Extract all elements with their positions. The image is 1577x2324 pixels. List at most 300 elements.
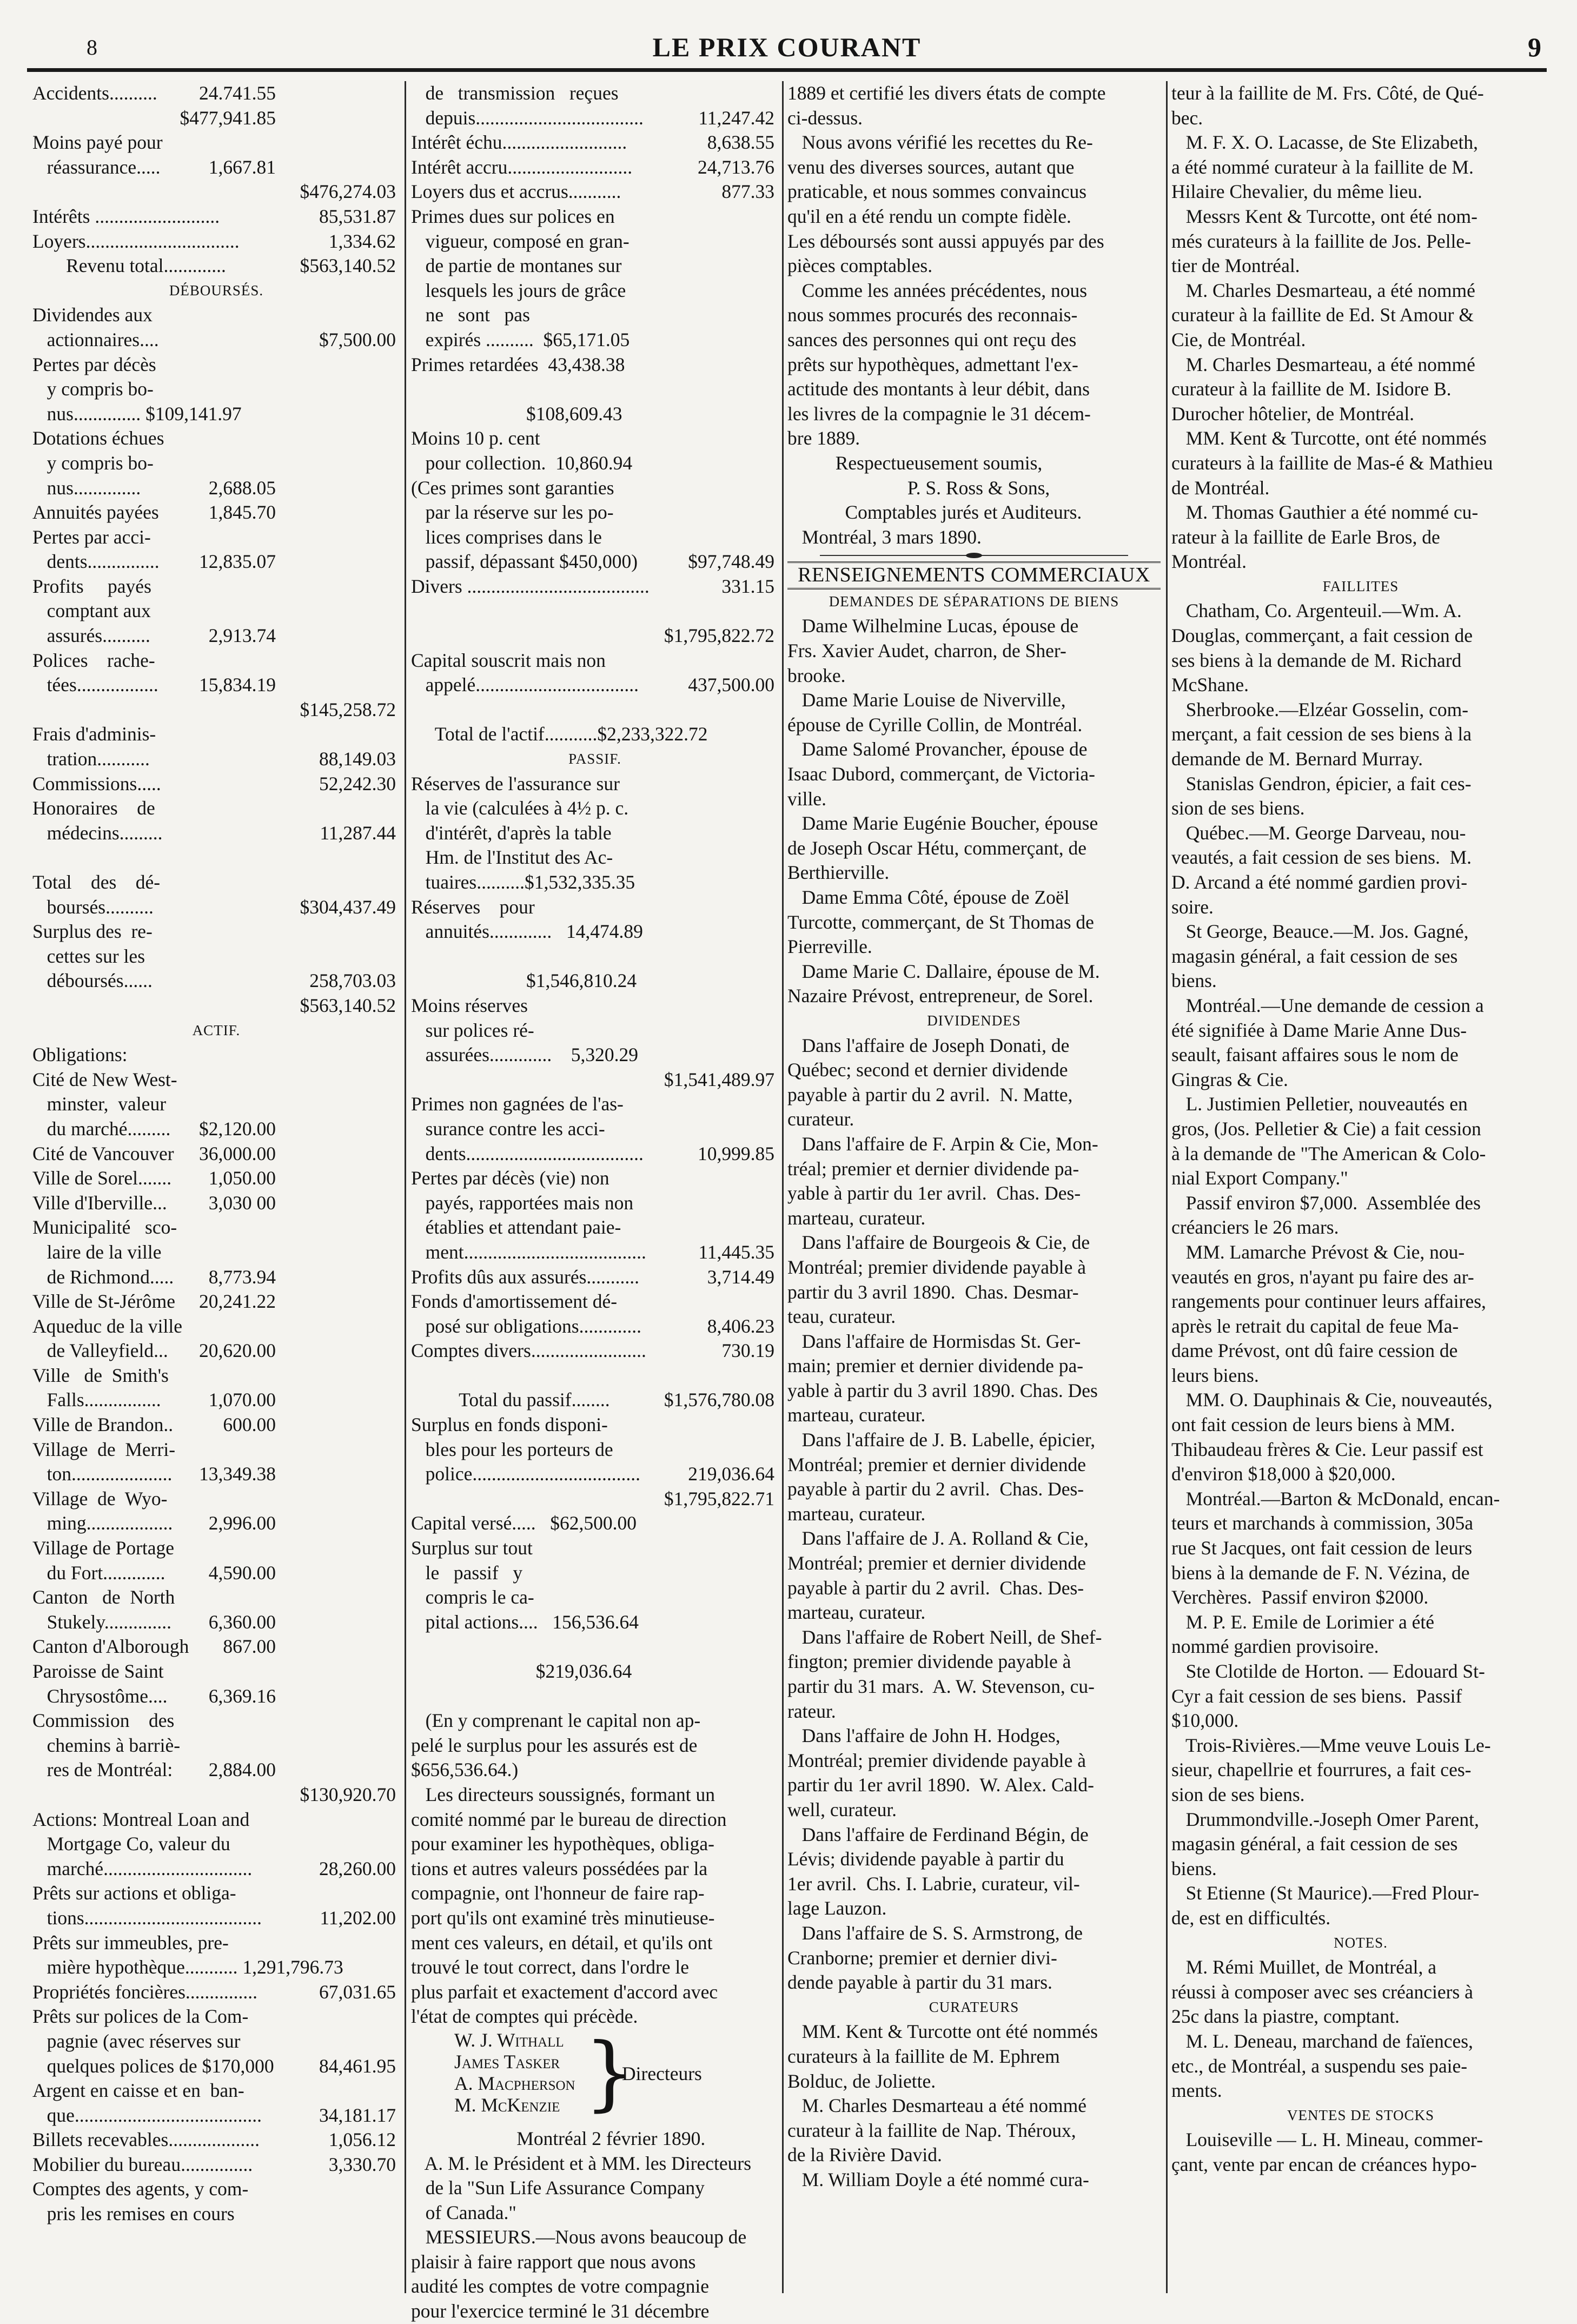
- subtotal-amount: 2,688.05: [208, 476, 276, 499]
- text-line: Thibaudeau frères & Cie. Leur passif est: [1171, 1438, 1483, 1460]
- text-line: magasin général, a fait cession de ses: [1171, 945, 1458, 967]
- line-label: payés, rapportées mais non: [411, 1191, 634, 1214]
- statement-line: [32, 821, 400, 846]
- statement-line: [411, 1684, 779, 1709]
- text-line: Sherbrooke.—Elzéar Gosselin, com-: [1171, 698, 1469, 720]
- statement-line: [411, 1487, 779, 1512]
- text-line: praticable, et nous sommes convaincus: [787, 181, 1087, 203]
- amount: $476,274.03: [300, 181, 396, 203]
- statement-line: [411, 1117, 779, 1142]
- line-label: ment......................................: [411, 1241, 646, 1263]
- line-label: actionnaires....: [32, 328, 159, 350]
- statement-line: [32, 698, 400, 723]
- brace-glyph: }: [584, 2025, 636, 2120]
- text-line: été signifiée à Dame Marie Anne Dus-: [1171, 1019, 1467, 1041]
- line-label: boursés..........: [32, 896, 154, 918]
- column-divider: [782, 81, 784, 2293]
- text-line: épouse de Cyrille Collin, de Montréal.: [787, 713, 1083, 736]
- page-number: 9: [1528, 32, 1541, 62]
- text-line: partir du 1er avril 1890. W. Alex. Cald-: [787, 1774, 1094, 1796]
- line-label: Revenu total.............: [32, 255, 226, 277]
- line-label: $108,609.43: [411, 402, 622, 425]
- statement-line: [32, 1561, 400, 1586]
- statement-line: [411, 944, 779, 969]
- line-label: y compris bo-: [32, 378, 154, 400]
- statement-line: [32, 549, 400, 574]
- statement-line: [32, 2054, 400, 2079]
- text-line: biens à la demande de F. N. Vézina, de: [1171, 1561, 1470, 1584]
- text-line: MM. Lamarche Prévost & Cie, nou-: [1171, 1241, 1465, 1263]
- text-line: dende payable à partir du 31 mars.: [787, 1971, 1052, 1994]
- line-label: tuaires..........$1,532,335.35: [411, 871, 635, 893]
- statement-line: [32, 106, 400, 131]
- text-line: yable à partir du 3 avril 1890. Chas. Des: [787, 1379, 1098, 1401]
- line-label: Comptes divers........................: [411, 1340, 646, 1362]
- text-line: Dame Wilhelmine Lucas, épouse de: [787, 615, 1079, 637]
- statement-line: [411, 895, 779, 920]
- text-line: D. Arcand a été nommé gardien provi-: [1171, 871, 1468, 893]
- line-label: de Richmond.....: [32, 1266, 174, 1288]
- text-line: tier de Montréal.: [1171, 255, 1300, 277]
- text-line: rangements pour continuer leurs affaires,: [1171, 1290, 1486, 1313]
- line-label: Pertes par décès (vie) non: [411, 1167, 609, 1189]
- text-line: audité les comptes de votre compagnie: [411, 2275, 710, 2297]
- statement-line: [411, 821, 779, 846]
- statement-line: [32, 1536, 400, 1561]
- line-label: Municipalité sco-: [32, 1216, 177, 1239]
- text-line: Durocher hôtelier, de Montréal.: [1171, 402, 1415, 425]
- statement-line: [32, 155, 400, 180]
- statement-line: [32, 451, 400, 476]
- subtotal-amount: $477,941.85: [180, 107, 276, 129]
- text-line: nial Export Company.": [1171, 1167, 1348, 1189]
- text-line: Dame Salomé Provancher, épouse de: [787, 738, 1088, 760]
- subtotal-amount: 2,884.00: [208, 1759, 276, 1781]
- line-label: posé sur obligations.............: [411, 1315, 641, 1337]
- line-label: Paroisse de Saint: [32, 1660, 164, 1682]
- text-line: d'environ $18,000 à $20,000.: [1171, 1463, 1396, 1485]
- text-line: MM. O. Dauphinais & Cie, nouveautés,: [1171, 1389, 1493, 1411]
- statement-line: [411, 180, 779, 204]
- text-line: biens.: [1171, 1857, 1217, 1879]
- line-label: pris les remises en cours: [32, 2203, 235, 2225]
- text-line: Comptables jurés et Auditeurs.: [787, 501, 1082, 524]
- line-label: Intérêt échu..........................: [411, 131, 627, 154]
- amount: 331.15: [721, 575, 774, 597]
- line-label: Moins 10 p. cent: [411, 427, 540, 449]
- line-label: assurées............. 5,320.29: [411, 1044, 639, 1066]
- statement-line: [411, 155, 779, 180]
- text-line: actitude des montants à leur débit, dans: [787, 378, 1090, 400]
- line-label: sur polices ré-: [411, 1019, 534, 1041]
- text-line: sances des personnes qui ont reçu des: [787, 328, 1077, 350]
- statement-line: [32, 303, 400, 328]
- line-label: établies et attendant paie-: [411, 1216, 621, 1239]
- text-line: nommé gardien provisoire.: [1171, 1636, 1379, 1658]
- subtotal-amount: 6,369.16: [208, 1685, 276, 1707]
- text-line: marteau, curateur.: [787, 1601, 926, 1624]
- statement-line: [32, 254, 400, 279]
- text-line: Passif environ $7,000. Assemblée des: [1171, 1191, 1481, 1214]
- statement-line: [411, 2127, 779, 2151]
- amount: $145,258.72: [300, 698, 396, 720]
- statement-line: [32, 994, 400, 1018]
- text-line: 25c dans la piastre, comptant.: [1171, 2005, 1400, 2028]
- director-name: A. Macpherson: [454, 2072, 575, 2094]
- subtotal-amount: 20,241.22: [199, 1290, 276, 1313]
- line-label: réassurance.....: [32, 156, 161, 178]
- statement-line: [411, 328, 779, 353]
- line-label: Profits dûs aux assurés...........: [411, 1266, 640, 1288]
- text-line: Dans l'affaire de J. B. Labelle, épicier,: [787, 1429, 1096, 1451]
- line-label: y compris bo-: [32, 452, 154, 474]
- statement-line: [411, 1092, 779, 1117]
- statement-line: [32, 1684, 400, 1709]
- text-line: Dame Marie Eugénie Boucher, épouse: [787, 812, 1098, 835]
- line-label: Village de Wyo-: [32, 1487, 168, 1509]
- text-line: Ste Clotilde de Horton. — Edouard St-: [1171, 1660, 1485, 1682]
- statement-line: [32, 1117, 400, 1142]
- text-line: leurs biens.: [1171, 1364, 1259, 1386]
- statement-line: [411, 402, 779, 427]
- line-label: (Ces primes sont garanties: [411, 476, 614, 499]
- text-line: teur à la faillite de M. Frs. Côté, de Qué-: [1171, 82, 1484, 104]
- line-label: Primes non gagnées de l'as-: [411, 1093, 624, 1115]
- text-line: M. P. E. Emile de Lorimier a été: [1171, 1611, 1435, 1633]
- line-label: Polices rache-: [32, 649, 155, 671]
- amount: 11,287.44: [320, 822, 396, 844]
- line-label: Frais d'adminis-: [32, 723, 156, 745]
- statement-line: [32, 1438, 400, 1462]
- statement-line: [411, 1215, 779, 1240]
- line-label: assurés..........: [32, 625, 150, 647]
- subtotal-amount: 2,913.74: [208, 625, 276, 647]
- line-label: Total des dé-: [32, 871, 161, 893]
- line-label: Falls................: [32, 1389, 161, 1411]
- text-line: veautés, a fait cession de ses biens. M.: [1171, 846, 1472, 869]
- text-line: Messrs Kent & Turcotte, ont été nom-: [1171, 205, 1477, 227]
- statement-line: [32, 747, 400, 772]
- text-line: payable à partir du 2 avril. Chas. Des-: [787, 1478, 1084, 1500]
- statement-line: [411, 845, 779, 870]
- subtotal-amount: 13,349.38: [199, 1463, 276, 1485]
- statement-line: [411, 1610, 779, 1635]
- statement-line: [411, 254, 779, 279]
- text-line: marteau, curateur.: [787, 1502, 926, 1525]
- amount: 24,713.76: [698, 156, 774, 178]
- text-line: etc., de Montréal, a suspendu ses paie-: [1171, 2055, 1468, 2077]
- statement-line: [411, 1191, 779, 1216]
- line-label: tration...........: [32, 748, 150, 770]
- statement-line: [411, 303, 779, 328]
- statement-line: [32, 1709, 400, 1733]
- text-line: St Etienne (St Maurice).—Fred Plour-: [1171, 1882, 1480, 1904]
- text-line: payable à partir du 2 avril. N. Matte,: [787, 1083, 1073, 1105]
- statement-line: [32, 1265, 400, 1290]
- text-line: Dame Marie C. Dallaire, épouse de M.: [787, 960, 1100, 982]
- line-label: Cité de New West-: [32, 1068, 177, 1090]
- line-label: Ville de St-Jérôme: [32, 1290, 176, 1313]
- text-line: à la demande de "The American & Colo-: [1171, 1142, 1486, 1164]
- statement-line: [32, 1857, 400, 1882]
- header-rule: [27, 68, 1547, 72]
- statement-line: [32, 2103, 400, 2128]
- text-line: Les directeurs soussignés, formant un: [411, 1783, 715, 1805]
- line-label: médecins.........: [32, 822, 163, 844]
- amount: $304,437.49: [300, 896, 396, 918]
- statement-line: [32, 895, 400, 920]
- text-line: sion de ses biens.: [1171, 797, 1305, 819]
- line-label: Profits payés: [32, 575, 151, 597]
- line-label: Primes retardées 43,438.38: [411, 353, 625, 375]
- statement-line: [411, 1314, 779, 1339]
- line-label: Obligations:: [32, 1044, 128, 1066]
- amount: $7,500.00: [319, 328, 396, 350]
- subsection-heading: NOTES.: [1334, 1934, 1388, 1951]
- text-line: marteau, curateur.: [787, 1404, 926, 1426]
- subtotal-amount: 1,070.00: [208, 1389, 276, 1411]
- line-label: Village de Merri-: [32, 1438, 176, 1460]
- statement-line: [411, 1363, 779, 1388]
- line-label: nus.............. $109,141.97: [32, 402, 242, 425]
- statement-line: [32, 1363, 400, 1388]
- statement-line: [411, 1289, 779, 1314]
- amount: $1,541,489.97: [664, 1068, 774, 1090]
- line-label: Ville de Sorel.......: [32, 1167, 172, 1189]
- line-label: appelé..................................: [411, 674, 639, 696]
- text-line: Stanislas Gendron, épicier, a fait ces-: [1171, 772, 1472, 794]
- line-label: bles pour les porteurs de: [411, 1438, 613, 1460]
- statement-line: [32, 229, 400, 254]
- statement-line: [32, 328, 400, 353]
- statement-line: [411, 549, 779, 574]
- statement-line: [32, 204, 400, 229]
- statement-line: [32, 1733, 400, 1758]
- text-line: Nazaire Prévost, entrepreneur, de Sorel.: [787, 985, 1094, 1007]
- text-line: Chatham, Co. Argenteuil.—Wm. A.: [1171, 600, 1462, 622]
- line-label: laire de la ville: [32, 1241, 162, 1263]
- text-line: Cie, de Montréal.: [1171, 328, 1306, 350]
- column-2-financial-statement: [411, 81, 779, 2322]
- line-label: res de Montréal:: [32, 1759, 173, 1781]
- text-line: Cranborne; premier et dernier divi-: [787, 1946, 1057, 1969]
- text-line: Turcotte, commerçant, de St Thomas de: [787, 911, 1094, 933]
- line-label: compris le ca-: [411, 1586, 534, 1608]
- text-line: Dans l'affaire de Bourgeois & Cie, de: [787, 1231, 1090, 1254]
- subtotal-amount: $2,120.00: [199, 1117, 276, 1140]
- text-line: Drummondville.-Joseph Omer Parent,: [1171, 1808, 1479, 1830]
- text-line: Montréal; premier dividende payable à: [787, 1256, 1086, 1278]
- text-line: Dame Marie Louise de Niverville,: [787, 689, 1066, 711]
- text-line: Pierreville.: [787, 936, 872, 958]
- text-line: les livres de la compagnie le 31 décem-: [787, 402, 1091, 425]
- statement-line: [411, 870, 779, 895]
- line-label: de Valleyfield...: [32, 1340, 168, 1362]
- text-line: dame Prévost, ont dû faire cession de: [1171, 1340, 1458, 1362]
- text-line: marteau, curateur.: [787, 1207, 926, 1229]
- statement-line: [411, 994, 779, 1018]
- director-name: James Tasker: [454, 2050, 560, 2073]
- text-line: Dans l'affaire de J. A. Rolland & Cie,: [787, 1527, 1089, 1550]
- text-line: ments.: [1171, 2080, 1222, 2102]
- line-label: Aqueduc de la ville: [32, 1315, 182, 1337]
- statement-line: [411, 919, 779, 944]
- line-label: ming..................: [32, 1512, 173, 1534]
- text-line: Montréal; premier et dernier dividende: [787, 1453, 1086, 1475]
- text-line: de la Rivière David.: [787, 2144, 942, 2166]
- text-line: L. Justimien Pelletier, nouveautés en: [1171, 1093, 1468, 1115]
- line-label: Annuités payées: [32, 501, 159, 524]
- statement-line: [411, 599, 779, 624]
- line-label: mière hypothèque........... 1,291,796.73: [32, 1956, 343, 1978]
- publication-title: LE PRIX COURANT: [652, 32, 922, 62]
- amount: 34,181.17: [319, 2104, 396, 2126]
- amount: 877.33: [721, 181, 774, 203]
- text-line: M. Charles Desmarteau, a été nommé: [1171, 353, 1475, 375]
- line-label: depuis...................................: [411, 107, 644, 129]
- statement-line: [32, 1487, 400, 1512]
- statement-line: [32, 1413, 400, 1438]
- text-line: de la "Sun Life Assurance Company: [411, 2177, 705, 2199]
- line-label: Divers ......................................: [411, 575, 650, 597]
- line-label: Réserves de l'assurance sur: [411, 772, 620, 794]
- line-label: pour collection. 10,860.94: [411, 452, 633, 474]
- amount: 219,036.64: [688, 1463, 774, 1485]
- text-line: M. L. Deneau, marchand de faïences,: [1171, 2030, 1473, 2052]
- text-line: M. William Doyle a été nommé cura-: [787, 2168, 1089, 2190]
- text-line: partir du 3 avril 1890. Chas. Desmar-: [787, 1281, 1079, 1303]
- line-label: de transmission reçues: [411, 82, 619, 104]
- statement-line: [411, 525, 779, 550]
- text-line: Montréal; premier et dernier dividende: [787, 1552, 1086, 1574]
- text-line: Douglas, commerçant, a fait cession de: [1171, 625, 1473, 647]
- text-line: lage Lauzon.: [787, 1897, 887, 1919]
- text-line: Dame Emma Côté, épouse de Zoël: [787, 886, 1070, 908]
- line-label: lices comprises dans le: [411, 526, 602, 548]
- line-label: de partie de montanes sur: [411, 255, 622, 277]
- line-label: dents.....................................: [411, 1142, 644, 1164]
- line-label: que.......................................: [32, 2104, 262, 2126]
- statement-line: [32, 1388, 400, 1413]
- text-line: après le retrait du capital de feue Ma-: [1171, 1315, 1459, 1337]
- text-line: teurs et marchands à commission, 305a: [1171, 1512, 1473, 1534]
- director-names: [454, 2029, 575, 2116]
- amount: 3,330.70: [328, 2153, 396, 2175]
- text-line: nous sommes procurés des reconnais-: [787, 304, 1078, 326]
- amount: 10,999.85: [698, 1142, 774, 1164]
- text-line: Dans l'affaire de Robert Neill, de Shef-: [787, 1626, 1102, 1648]
- statement-line: [32, 2202, 400, 2227]
- directors-label: Directeurs: [622, 2062, 702, 2084]
- statement-line: [32, 870, 400, 895]
- text-line: Isaac Dubord, commerçant, de Victoria-: [787, 763, 1095, 785]
- text-line: venu des diverses sources, autant que: [787, 156, 1075, 178]
- text-line: sieur, chapellrie et fourrures, a fait ces-: [1171, 1759, 1472, 1781]
- amount: $563,140.52: [300, 994, 396, 1016]
- line-label: Mobilier du bureau...............: [32, 2153, 253, 2175]
- amount: 8,406.23: [707, 1315, 774, 1337]
- text-line: Dans l'affaire de F. Arpin & Cie, Mon-: [787, 1133, 1098, 1155]
- line-label: Dotations échues: [32, 427, 164, 449]
- text-line: curateur.: [787, 1108, 854, 1130]
- line-label: comptant aux: [32, 600, 151, 622]
- subsection-heading: DÉBOURSÉS.: [169, 282, 264, 299]
- text-line: ses biens à la demande de M. Richard: [1171, 649, 1462, 671]
- subsection-heading: DIVIDENDES: [927, 1012, 1021, 1029]
- statement-line: [32, 599, 400, 624]
- text-line: A. M. le Président et à MM. les Directeurs: [411, 2152, 752, 2174]
- line-label: minster, valeur: [32, 1093, 167, 1115]
- line-label: Prêts sur immeubles, pre-: [32, 1931, 229, 1954]
- text-line: Dans l'affaire de Hormisdas St. Ger-: [787, 1330, 1081, 1352]
- text-line: teau, curateur.: [787, 1306, 896, 1328]
- line-label: Capital versé..... $62,500.00: [411, 1512, 637, 1534]
- line-label: lesquels les jours de grâce: [411, 279, 626, 301]
- text-line: M. F. X. O. Lacasse, de Ste Elizabeth,: [1171, 131, 1478, 154]
- statement-line: [32, 1758, 400, 1783]
- statement-line: [32, 1585, 400, 1610]
- text-line: MM. Kent & Turcotte ont été nommés: [787, 2021, 1098, 2043]
- line-label: Capital souscrit mais non: [411, 649, 606, 671]
- statement-line: [32, 796, 400, 821]
- text-line: plus parfait et exactement d'accord avec: [411, 1981, 718, 2003]
- statement-line: [32, 1807, 400, 1832]
- statement-line: [32, 772, 400, 797]
- line-label: annuités............. 14,474.89: [411, 921, 643, 943]
- line-label: Commission des: [32, 1710, 175, 1732]
- text-line: Dans l'affaire de S. S. Armstrong, de: [787, 1922, 1083, 1944]
- subtotal-amount: 867.00: [223, 1636, 276, 1658]
- line-label: pital actions.... 156,536.64: [411, 1611, 639, 1633]
- statement-line: [411, 969, 779, 994]
- text-line: a été nommé curateur à la faillite de M.: [1171, 156, 1474, 178]
- line-label: Réserves pour: [411, 896, 535, 918]
- subsection-heading: ACTIF.: [192, 1022, 241, 1038]
- text-line: Montréal, 3 mars 1890.: [787, 526, 982, 548]
- line-label: Moins réserves: [411, 994, 528, 1016]
- statement-line: [411, 451, 779, 476]
- statement-line: [411, 796, 779, 821]
- statement-line: [32, 525, 400, 550]
- line-label: tées.................: [32, 674, 158, 696]
- statement-line: [32, 1881, 400, 1906]
- folio-mark: 8: [87, 35, 97, 59]
- subtotal-amount: 3,030 00: [208, 1191, 276, 1214]
- director-name: W. J. Withall: [454, 2029, 564, 2051]
- text-line: l'état de comptes qui précède.: [411, 2005, 638, 2028]
- line-label: ne sont pas: [411, 304, 530, 326]
- text-line: qu'il en a été rendu un compte fidèle.: [787, 205, 1071, 227]
- statement-line: [411, 1536, 779, 1561]
- text-line: trouvé le tout correct, dans l'ordre le: [411, 1956, 690, 1978]
- text-line: gros, (Jos. Pelletier & Cie) a fait cession: [1171, 1117, 1481, 1140]
- text-line: Dans l'affaire de Joseph Donati, de: [787, 1034, 1070, 1056]
- line-label: Ville de Smith's: [32, 1364, 169, 1386]
- statement-line: [32, 1092, 400, 1117]
- statement-line: [32, 2029, 400, 2054]
- text-line: curateur à la faillite de M. Isidore B.: [1171, 378, 1452, 400]
- line-label: du marché.........: [32, 1117, 171, 1140]
- line-label: Intérêts ..........................: [32, 205, 220, 227]
- statement-line: [411, 574, 779, 599]
- statement-line: [32, 648, 400, 673]
- line-label: Argent en caisse et en ban-: [32, 2080, 244, 2102]
- line-label: Pertes par acci-: [32, 526, 151, 548]
- text-line: demande de M. Bernard Murray.: [1171, 748, 1423, 770]
- statement-line: [32, 81, 400, 106]
- statement-line: [411, 722, 779, 747]
- amount: 730.19: [721, 1340, 774, 1362]
